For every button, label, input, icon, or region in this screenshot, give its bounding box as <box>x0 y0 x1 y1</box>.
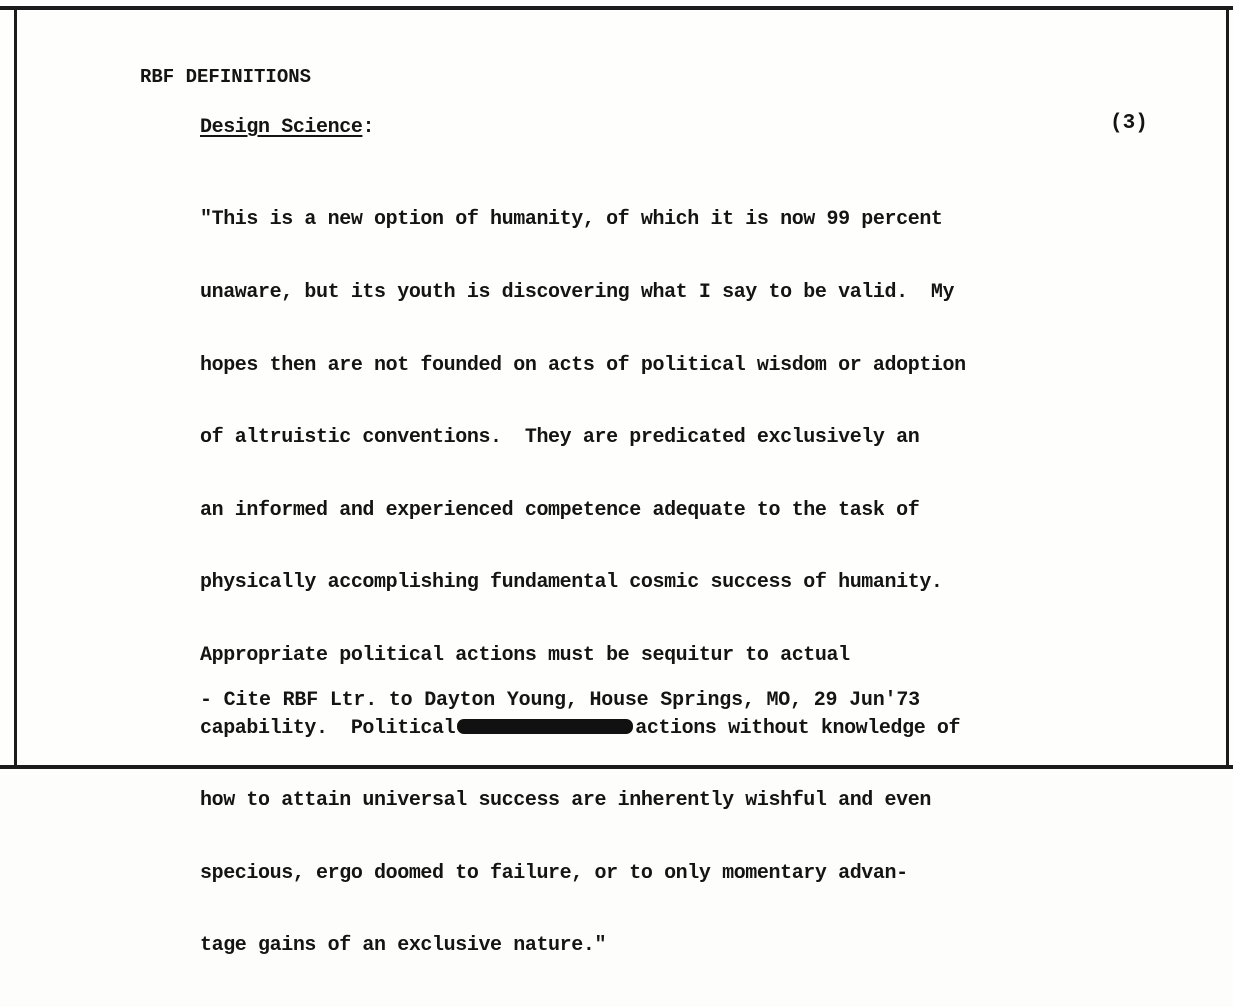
quote-line: how to attain universal success are inherently wishful and even <box>200 789 931 813</box>
section-title-text: Design Science <box>200 116 363 139</box>
citation: - Cite RBF Ltr. to Dayton Young, House Springs, MO, 29 Jun'73 <box>200 689 920 712</box>
right-border-rule <box>1226 6 1229 769</box>
quote-line: "This is a new option of humanity, of which it is now 99 percent <box>200 208 943 232</box>
redaction-mark <box>457 719 633 734</box>
quote-line: of altruistic conventions. They are predicated exclusively an <box>200 426 920 450</box>
quote-line: an informed and experienced competence adequate to the task of <box>200 498 920 522</box>
section-title-colon: : <box>362 116 375 139</box>
quote-line: specious, ergo doomed to failure, or to only momentary advan- <box>200 861 908 885</box>
quote-line: Appropriate political actions must be sequitur to actual <box>200 643 850 667</box>
quote-line-redacted <box>200 717 966 741</box>
section-title <box>200 116 374 139</box>
quote-line: unaware, but its youth is discovering what I say to be valid. My <box>200 281 955 304</box>
redacted-line-after: actions without knowledge of <box>635 716 961 740</box>
top-border-rule <box>0 6 1233 10</box>
quote-line: tage gains of an exclusive nature." <box>200 934 607 958</box>
redacted-line-before: capability. Political <box>200 716 456 740</box>
page-number: (3) <box>1110 112 1148 135</box>
quote-line: physically accomplishing fundamental cosmic success of humanity. <box>200 571 943 595</box>
quote-body <box>200 160 966 1007</box>
document-header: RBF DEFINITIONS <box>140 66 312 88</box>
left-border-rule <box>14 6 17 769</box>
quote-line: hopes then are not founded on acts of political wisdom or adoption <box>200 353 966 377</box>
